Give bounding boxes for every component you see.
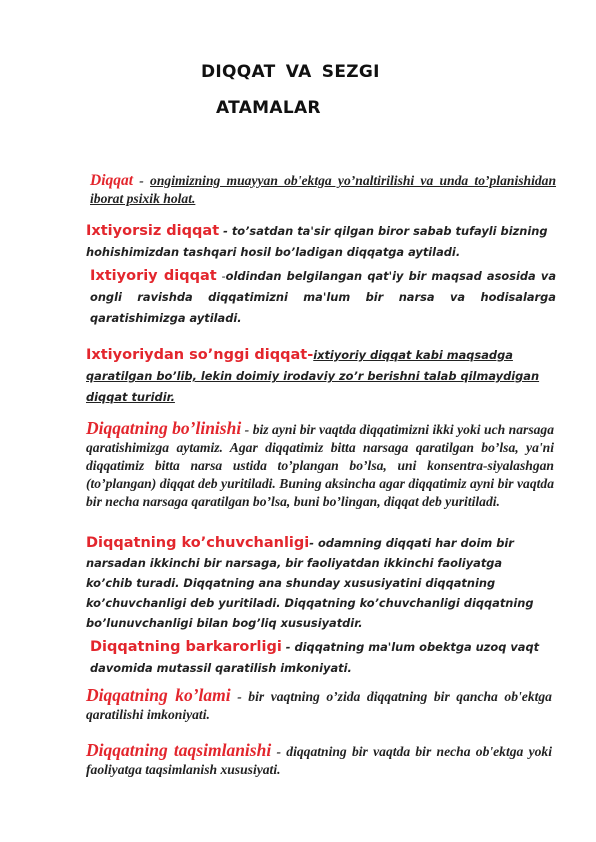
document-title-line-1: DIQQAT VA SEZGI xyxy=(201,62,380,82)
definition-diqqatning-bolinishi xyxy=(86,419,554,511)
term-diqqat: Diqqat xyxy=(90,172,134,189)
definition-text: odamning diqqati har doim bir narsadan ikkinchi bir narsaga, bir faoliyatdan ikkinchi faoliyatga ko’chib turadi. Diqqatning ana shunday xususiyatini diqqatning ko’chuvchanligi deb yuritiladi. Diqqatning ko’chuvchanligi diqqatning bo’lunuvchanligi bilan bog’liq xususiyatdir. xyxy=(86,536,534,630)
definition-text: bir vaqtning o’zida diqqatning bir qancha ob'ektga qaratilishi imkoniyati. xyxy=(86,689,552,722)
definition-ixtiyoriydan-songgi-diqqat xyxy=(86,345,552,408)
definition-separator: - xyxy=(133,173,151,188)
definition-separator: - xyxy=(230,689,249,704)
definition-text: biz ayni bir vaqtda diqqatimizni ikki yoki uch narsaga qaratishimizga aytamiz. Agar diqqatimiz bitta narsaga qaratilgan bo’lsa, ya'ni diqqatimiz bitta narsa ustida to’plangan bo’lsa, uni konsentra-siyalashgan (to’plangan) diqqat deb yuritiladi. Buning aksincha agar diqqatimiz ayni bir vaqtda bir necha narsaga qaratilgan bo’lsa, buni bo’lingan, diqqat deb yuritiladi. xyxy=(86,422,554,509)
definition-text: ongimizning muayyan ob'ektga yo’naltirilishi va unda to’planishidan iborat psixik holat. xyxy=(90,173,557,206)
term-ixtiyorsiz-diqqat: Ixtiyorsiz diqqat xyxy=(86,223,220,239)
definition-ixtiyorsiz-diqqat xyxy=(86,221,552,263)
definition-diqqatning-kolami xyxy=(86,686,552,724)
definition-text: ixtiyoriy diqqat kabi maqsadga qaratilgan bo’lib, lekin doimiy irodaviy zo’r berishni talab qilmaydigan diqqat turidir. xyxy=(86,348,540,404)
term-diqqatning-taqsimlanishi: Diqqatning taqsimlanishi xyxy=(86,740,272,760)
document-title-line-2: ATAMALAR xyxy=(216,98,321,118)
term-ixtiyoriy-diqqat: Ixtiyoriy diqqat xyxy=(90,268,217,284)
definition-separator: - xyxy=(216,269,226,283)
definition-diqqat xyxy=(86,172,556,208)
term-diqqatning-barkarorligi: Diqqatning barkarorligi xyxy=(90,639,282,655)
definition-ixtiyoriy-diqqat xyxy=(86,266,556,329)
definition-diqqatning-barkarorligi xyxy=(86,637,556,679)
definition-text: diqqatning bir vaqtda bir necha ob'ektga yoki faoliyatga taqsimlanish xususiyati. xyxy=(86,744,553,777)
definition-text: to’satdan ta'sir qilgan biror sabab tufayli bizning hohishimizdan tashqari hosil bo’ladigan diqqatga aytiladi. xyxy=(86,224,548,259)
definition-text: diqqatning ma'lum obektga uzoq vaqt davomida mutassil qaratilish imkoniyati. xyxy=(90,640,540,675)
definition-separator: - xyxy=(307,347,314,363)
term-diqqatning-bolinishi: Diqqatning bo’linishi xyxy=(86,418,242,438)
definition-separator: - xyxy=(309,536,318,550)
definition-text: oldindan belgilangan qat'iy bir maqsad asosida va ongli ravishda diqqatimizni ma'lum bir narsa va hodisalarga qaratishimizga aytiladi. xyxy=(90,269,557,325)
definition-diqqatning-kochuvchanligi xyxy=(86,533,552,633)
definition-separator: - xyxy=(271,744,287,759)
definition-separator: - xyxy=(241,422,253,437)
definition-separator: - xyxy=(281,640,295,654)
definition-diqqatning-taqsimlanishi xyxy=(86,741,552,779)
term-ixtiyoriydan-songgi-diqqat: Ixtiyoriydan so’nggi diqqat xyxy=(86,347,308,363)
term-diqqatning-kochuvchanligi: Diqqatning ko’chuvchanligi xyxy=(86,535,310,551)
term-diqqatning-kolami: Diqqatning ko’lami xyxy=(86,685,231,705)
definition-separator: - xyxy=(219,224,232,238)
